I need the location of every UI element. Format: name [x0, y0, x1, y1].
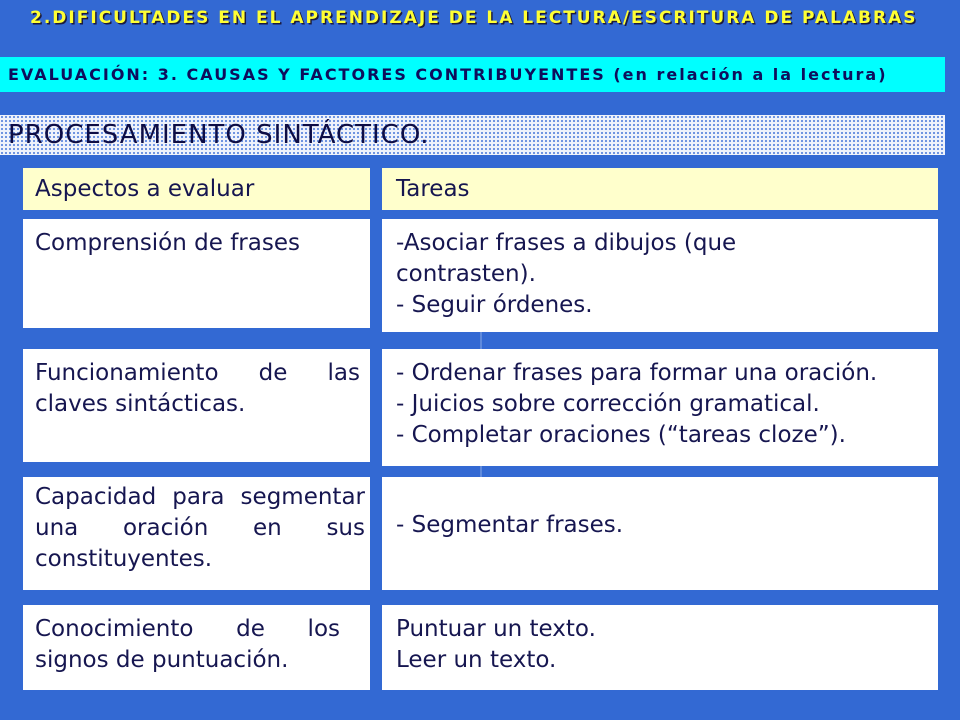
task-item: Puntuar un texto. [396, 616, 596, 642]
aspect-cell [23, 219, 370, 328]
task-list [396, 358, 924, 451]
task-item: - Ordenar frases para formar una oración. [396, 360, 878, 386]
aspect-cell [23, 605, 370, 690]
task-item: -Asociar frases a dibujos (que contrasten). [396, 230, 737, 287]
tasks-cell [382, 605, 938, 690]
task-item: - Seguir órdenes. [396, 292, 593, 318]
aspect-text: Comprensión de frases [35, 230, 300, 256]
subtitle-text: EVALUACIÓN: 3. CAUSAS Y FACTORES CONTRIBUYENTES (en relación a la lectura) [8, 65, 888, 84]
task-list [396, 614, 924, 676]
divider-line [480, 332, 482, 349]
task-item: - Completar oraciones (“tareas cloze”). [396, 422, 846, 448]
aspect-text: Conocimiento de los signos de puntuación. [35, 616, 340, 673]
section-title-bar [0, 115, 945, 155]
column-header-aspects [23, 168, 370, 210]
aspect-text: Funcionamiento de las claves sintácticas. [35, 360, 360, 417]
main-title: 2.DIFICULTADES EN EL APRENDIZAJE DE LA LECTURA/ESCRITURA DE PALABRAS [30, 8, 918, 28]
column-header-tasks [382, 168, 938, 210]
tasks-cell [382, 219, 938, 332]
aspect-cell [23, 477, 370, 590]
column-header-tasks-label: Tareas [396, 175, 470, 202]
aspect-cell [23, 349, 370, 462]
column-header-aspects-label: Aspectos a evaluar [35, 175, 255, 202]
task-list [396, 510, 924, 541]
subtitle-bar [0, 57, 945, 92]
aspect-text: Capacidad para segmentar una oración en sus constituyentes. [35, 484, 365, 572]
task-item: Leer un texto. [396, 647, 557, 673]
task-item: - Juicios sobre corrección gramatical. [396, 391, 820, 417]
section-title: PROCESAMIENTO SINTÁCTICO. [8, 120, 430, 150]
tasks-cell [382, 477, 938, 590]
task-list [396, 228, 816, 321]
tasks-cell [382, 349, 938, 466]
divider-line [480, 466, 482, 477]
task-item: - Segmentar frases. [396, 512, 624, 538]
